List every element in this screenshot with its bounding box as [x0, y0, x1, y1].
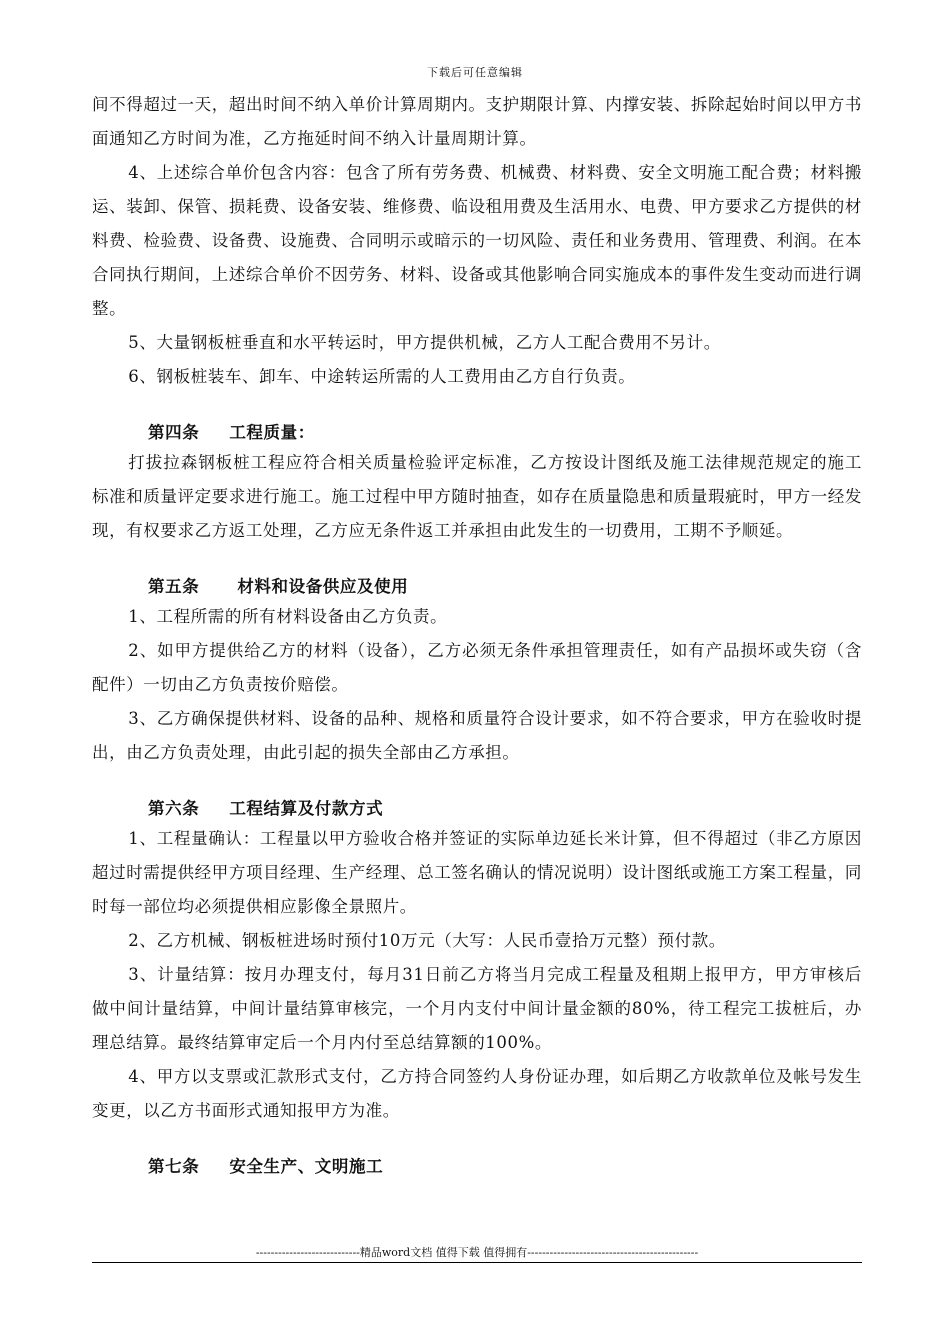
- section-number: 第四条: [148, 423, 200, 442]
- footer-divider: [92, 1262, 862, 1263]
- page-header: 下载后可任意编辑: [427, 66, 523, 79]
- paragraph: 1、工程所需的所有材料设备由乙方负责。: [128, 607, 448, 626]
- paragraph: 1、工程量确认：工程量以甲方验收合格并签证的实际单边延长米计算，但不得超过（非乙方原因超过时需提供经甲方项目经理、生产经理、总工签名确认的情况说明）设计图纸或施工方案工程量，同时每一部位均必须提供相应影像全景照片。: [92, 829, 862, 916]
- section-heading: [92, 796, 862, 822]
- section-number: 第五条: [148, 577, 200, 596]
- paragraph: 间不得超过一天，超出时间不纳入单价计算周期内。支护期限计算、内撑安装、拆除起始时间以甲方书面通知乙方时间为准，乙方拖延时间不纳入计量周期计算。: [92, 95, 862, 148]
- section-title: 工程结算及付款方式: [229, 799, 384, 818]
- section-heading: [92, 574, 862, 600]
- section-heading: [92, 1154, 862, 1180]
- paragraph: 打拔拉森钢板桩工程应符合相关质量检验评定标准，乙方按设计图纸及施工法律规范规定的施工标准和质量评定要求进行施工。施工过程中甲方随时抽查，如存在质量隐患和质量瑕疵时，甲方一经发现，有权要求乙方返工处理，乙方应无条件返工并承担由此发生的一切费用，工期不予顺延。: [92, 453, 862, 540]
- section-title: 材料和设备供应及使用: [237, 577, 409, 596]
- paragraph: 2、乙方机械、钢板桩进场时预付10万元（大写：人民币壹拾万元整）预付款。: [128, 931, 726, 950]
- paragraph: 3、计量结算：按月办理支付，每月31日前乙方将当月完成工程量及租期上报甲方，甲方审核后做中间计量结算，中间计量结算审核完，一个月内支付中间计量金额的80%，待工程完工拔桩后，办理总结算。最终结算审定后一个月内付至总结算额的100%。: [92, 965, 862, 1052]
- paragraph: 2、如甲方提供给乙方的材料（设备），乙方必须无条件承担管理责任，如有产品损坏或失窃（含配件）一切由乙方负责按价赔偿。: [92, 641, 862, 694]
- section-title: 安全生产、文明施工: [229, 1157, 384, 1176]
- section-heading: [92, 420, 862, 446]
- paragraph: 3、乙方确保提供材料、设备的品种、规格和质量符合设计要求，如不符合要求，甲方在验收时提出，由乙方负责处理，由此引起的损失全部由乙方承担。: [92, 709, 862, 762]
- document-body: [92, 88, 862, 1180]
- paragraph: 4、上述综合单价包含内容：包含了所有劳务费、机械费、材料费、安全文明施工配合费；材料搬运、装卸、保管、损耗费、设备安装、维修费、临设租用费及生活用水、电费、甲方要求乙方提供的材料费、检验费、设备费、设施费、合同明示或暗示的一切风险、责任和业务费用、管理费、利润。在本合同执行期间，上述综合单价不因劳务、材料、设备或其他影响合同实施成本的事件发生变动而进行调整。: [92, 163, 862, 318]
- section-title: 工程质量：: [229, 423, 315, 442]
- paragraph: 6、钢板桩装车、卸车、中途转运所需的人工费用由乙方自行负责。: [128, 367, 636, 386]
- section-number: 第七条: [148, 1157, 200, 1176]
- paragraph: 4、甲方以支票或汇款形式支付，乙方持合同签约人身份证办理，如后期乙方收款单位及帐号发生变更，以乙方书面形式通知报甲方为准。: [92, 1067, 862, 1120]
- page-footer: ----------------------------精品word文档 值得下载 值得拥有----------------------------------------------: [255, 1246, 699, 1259]
- section-number: 第六条: [148, 799, 200, 818]
- paragraph: 5、大量钢板桩垂直和水平转运时，甲方提供机械，乙方人工配合费用不另计。: [128, 333, 721, 352]
